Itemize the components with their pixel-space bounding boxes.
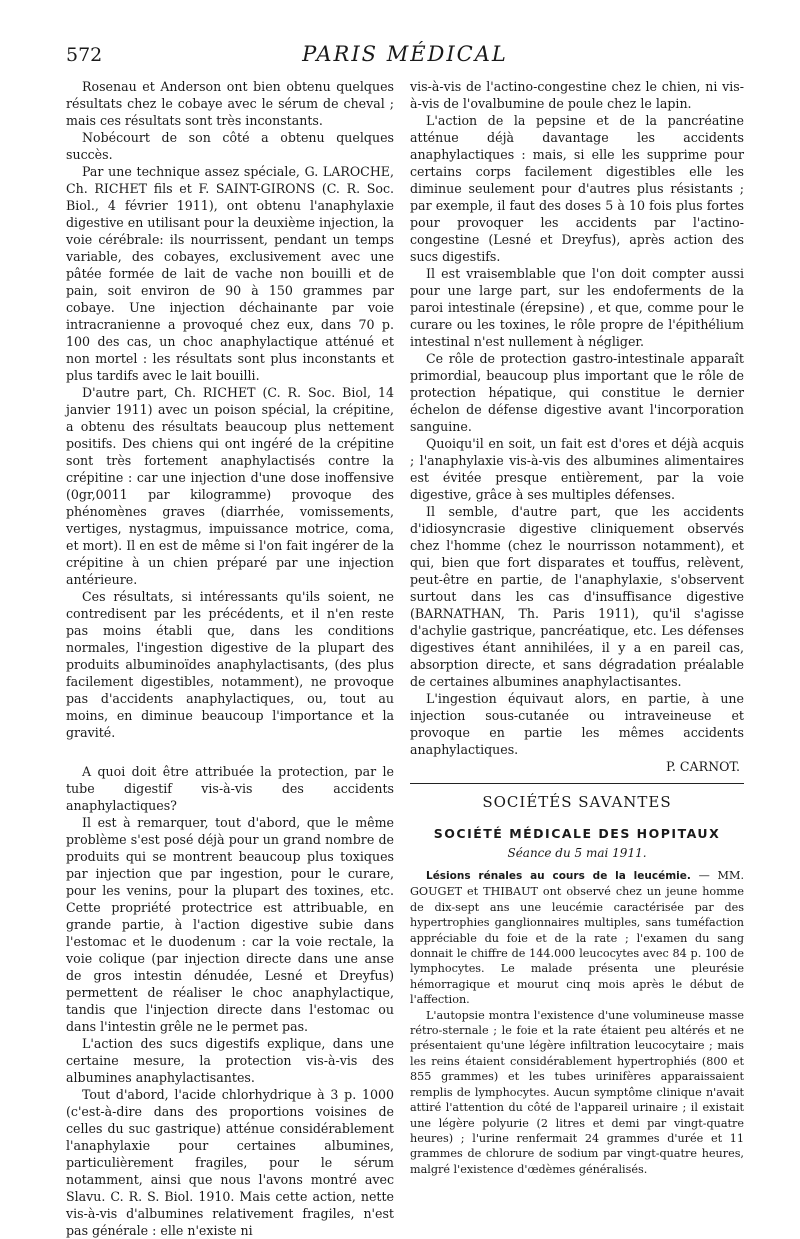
society-title: SOCIÉTÉ MÉDICALE DES HOPITAUX bbox=[433, 826, 721, 841]
right-column bbox=[410, 78, 744, 1177]
paragraph: Quoiqu'il en soit, un fait est d'ores et déjà acquis ; l'anaphylaxie vis-à-vis des albumines alimentaires est évitée presque entièrement, par la voie digestive, grâce à ses multiples défenses. bbox=[410, 436, 744, 502]
page-number: 572 bbox=[66, 44, 103, 66]
report-heading: Lésions rénales au cours de la leucémie. bbox=[426, 870, 691, 882]
paragraph: Ce rôle de protection gastro-intestinale apparaît primordial, beaucoup plus important que le rôle de protection hépatique, qui constitue le dernier échelon de défense digestive avant l'incorporation sanguine. bbox=[410, 351, 744, 434]
left-column bbox=[66, 78, 394, 1239]
paragraph: vis-à-vis de l'actino-congestine chez le chien, ni vis-à-vis de l'ovalbumine de poule chez le lapin. bbox=[410, 79, 744, 111]
report-body bbox=[410, 868, 744, 1177]
report-text: — MM. GOUGET et THIBAUT ont observé chez un jeune homme de dix-sept ans une leucémie caractérisée par des hypertrophies ganglionnaires multiples, sans tuméfaction appréciable du foie et de la rate ; l'examen du sang donnait le chiffre de 144.000 leucocytes avec 84 p. 100 de lymphocytes. Le malade présenta une pleurésie hémorragique et mourut cinq mois après le début de l'affection. bbox=[410, 869, 744, 1007]
paragraph: D'autre part, Ch. RICHET (C. R. Soc. Biol, 14 janvier 1911) avec un poison spécial, la crépitine, a obtenu des résultats beaucoup plus nettement positifs. Des chiens qui ont ingéré de la crépitine sont très fortement anaphylactisés contre la crépitine : car une injection d'une dose inoffensive (0gr,0011 par kilogramme) provoque des phénomènes graves (diarrhée, vomissements, vertiges, nystagmus, impuissance motrice, coma, et mort). Il en est de même si l'on fait ingérer de la crépitine à un chien préparé par une injection antérieure. bbox=[66, 385, 394, 587]
seance-date: Séance du 5 mai 1911. bbox=[507, 846, 647, 860]
paragraph-gap bbox=[66, 741, 394, 763]
paragraph: Il semble, d'autre part, que les accidents d'idiosyncrasie digestive cliniquement observés chez l'homme (chez le nourrisson notamment), et qui, bien que fort disparates et touffus, relèvent, peut-être en partie, de l'anaphylaxie, s'observent surtout dans les cas d'insuffisance digestive (BARNATHAN, Th. Paris 1911), qu'il s'agisse d'achylie gastrique, pancréatique, etc. Les défenses digestives étant annihilées, il y a en pareil cas, absorption directe, et sans dégradation préalable de certaines albumines anaphylactisantes. bbox=[410, 504, 744, 689]
paragraph: Ces résultats, si intéressants qu'ils soient, ne contredisent par les précédents, et il n'en reste pas moins établi que, dans les conditions normales, l'ingestion digestive de la plupart des produits albuminoïdes anaphylactisants, (des plus facilement digestibles, notamment), ne provoque pas d'accidents anaphylactiques, ou, tout au moins, en diminue beaucoup l'importance et la gravité. bbox=[66, 589, 394, 740]
paragraph: Par une technique assez spéciale, G. LAROCHE, Ch. RICHET fils et F. SAINT-GIRONS (C. R. Soc. Biol., 4 février 1911), ont obtenu l'anaphylaxie digestive en utilisant pour la deuxième injection, la voie cérébrale: ils nourrissent, pendant un temps variable, des cobayes, exclusivement avec une pâtée formée de lait de vache non bouilli et de pain, soit environ de 90 à 150 grammes par cobaye. Une injection déchainante par voie intracranienne a provoqué chez eux, dans 70 p. 100 des cas, un choc anaphylactique atténué et non mortel : les résultats sont plus inconstants et plus tardifs avec le lait bouilli. bbox=[66, 164, 394, 383]
paragraph: L'action des sucs digestifs explique, dans une certaine mesure, la protection vis-à-vis des albumines anaphylactisantes. bbox=[66, 1036, 394, 1085]
paragraph: Rosenau et Anderson ont bien obtenu quelques résultats chez le cobaye avec le sérum de cheval ; mais ces résultats sont très inconstants. bbox=[66, 79, 394, 128]
report-paragraph bbox=[410, 868, 744, 1008]
paragraph: Tout d'abord, l'acide chlorhydrique à 3 p. 1000 (c'est-à-dire dans des proportions voisines de celles du suc gastrique) atténue considérablement l'anaphylaxie pour certaines albumines, particulièrement fragiles, pour le sérum notamment, ainsi que nous l'avons montré avec Slavu. C. R. S. Biol. 1910. Mais cette action, nette vis-à-vis d'albumines relativement fragiles, n'est pas générale : elle n'existe ni bbox=[66, 1087, 394, 1238]
paragraph: L'ingestion équivaut alors, en partie, à une injection sous-cutanée ou intraveineuse et provoque en partie les mêmes accidents anaphylactiques. bbox=[410, 691, 744, 757]
section-divider bbox=[410, 783, 744, 784]
paragraph: L'action de la pepsine et de la pancréatine atténue déjà davantage les accidents anaphylactiques : mais, si elle les supprime pour certains corps facilement digestibles elle les diminue seulement pour d'autres plus résistants ; par exemple, il faut des doses 5 à 10 fois plus fortes pour provoquer les accidents par l'actino-congestine (Lesné et Dreyfus), après action des sucs digestifs. bbox=[410, 113, 744, 264]
page-header bbox=[66, 42, 744, 72]
report-paragraph: L'autopsie montra l'existence d'une volumineuse masse rétro-sternale ; le foie et la rate étaient peu altérés et ne présentaient qu'une légère infiltration leucocytaire ; mais les reins étaient considérablement hypertrophiés (800 et 855 grammes) et les tubes urinifères apparaissaient remplis de lymphocytes. Aucun symptôme clinique n'avait attiré l'attention du côté de l'appareil urinaire ; il existait une légère polyurie (2 litres et demi par vingt-quatre heures) ; l'urine renfermait 24 grammes d'urée et 11 grammes de chlorure de sodium par vingt-quatre heures, malgré l'existence d'œdèmes généralisés. bbox=[410, 1008, 744, 1176]
paragraph: Nobécourt de son côté a obtenu quelques succès. bbox=[66, 130, 394, 162]
paragraph: Il est à remarquer, tout d'abord, que le même problème s'est posé déjà pour un grand nombre de produits qui se montrent beaucoup plus toxiques par injection que par ingestion, pour le curare, pour les venins, pour la plupart des toxines, etc. Cette propriété protectrice est attribuable, en grande partie, à l'action digestive subie dans l'estomac et le duodenum : car la voie rectale, la voie colique (par injection directe dans une anse de gros intestin dénudée, Lesné et Dreyfus) permettent de réaliser le choc anaphylactique, tandis que l'injection directe dans l'estomac ou dans l'intestin grêle ne le permet pas. bbox=[66, 815, 394, 1034]
section-title: SOCIÉTÉS SAVANTES bbox=[482, 793, 672, 811]
paragraph: A quoi doit être attribuée la protection, par le tube digestif vis-à-vis des accidents anaphylactiques? bbox=[66, 764, 394, 813]
author-signature: P. CARNOT. bbox=[665, 759, 740, 774]
paragraph: Il est vraisemblable que l'on doit compter aussi pour une large part, sur les endoferments de la paroi intestinale (érepsine) , et que, comme pour le curare ou les toxines, le rôle propre de l'épithélium intestinal n'est nullement à négliger. bbox=[410, 266, 744, 349]
journal-title: PARIS MÉDICAL bbox=[302, 42, 508, 66]
